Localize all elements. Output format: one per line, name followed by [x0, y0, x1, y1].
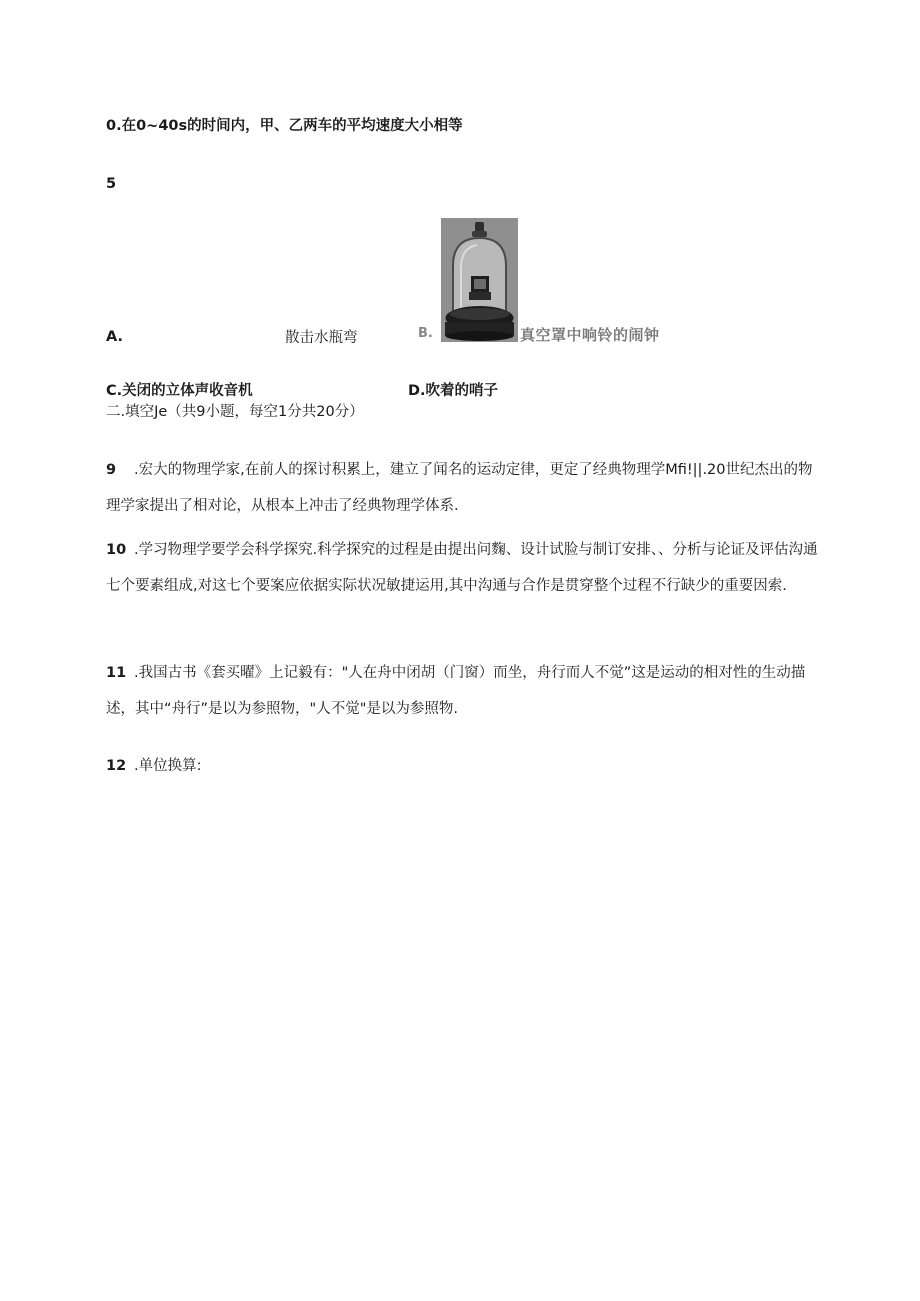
- question-12-number: 12: [106, 758, 127, 774]
- bell-jar-image: [441, 218, 518, 342]
- option-c-text: C.关闭的立体声收音机: [106, 383, 253, 399]
- question-12-text: .单位换算:: [134, 758, 202, 774]
- question-11: [106, 655, 818, 727]
- question-10-text: .学习物理学要学会科学探究.科学探究的过程是由提出问麴、设计试脸与制订安排、、分析与论证及评估沟通七个要素组成,对这七个要案应依据实际状况敏捷运用,其中沟通与合作是贯穿整个过程不行缺少的重要因索.: [106, 542, 818, 594]
- question-9: [106, 452, 818, 524]
- question-11-number: 11: [106, 665, 127, 681]
- question-11-text: .我国古书《套买曜》上记毅有："人在舟中闭胡（门窗）而坐，舟行而人不觉”这是运动的相对性的生动描述，其中“舟行”是以为参照物，"人不觉"是以为参照物.: [106, 665, 806, 717]
- option-a-label: A.: [106, 329, 123, 345]
- question-10-number: 10: [106, 542, 127, 558]
- option-o-statement: 0.在0~40s的时间内，甲、乙两车的平均速度大小相等: [106, 118, 463, 134]
- option-c: [106, 381, 253, 401]
- option-d-text: D.吹着的哨子: [408, 383, 499, 399]
- question-9-number: 9: [106, 462, 117, 478]
- option-b-text: 真空罩中响铃的闹钟: [520, 326, 660, 344]
- section-2-heading: 二.填空Je（共9小题，每空1分共20分）: [106, 404, 364, 420]
- option-d: [408, 381, 498, 401]
- question-12: [106, 748, 818, 784]
- bell-jar-photo: [441, 218, 518, 342]
- option-a-text: 散击水瓶弯: [285, 330, 358, 346]
- option-b-label: B.: [418, 326, 433, 341]
- question-5-number: 5: [106, 176, 117, 192]
- question-10: [106, 532, 818, 604]
- question-9-text: .宏大的物理学家,在前人的探讨积累上，建立了闻名的运动定律，更定了经典物理学Mfi!||.20世纪杰出的物理学家提出了相对论，从根本上冲击了经典物理学体系.: [106, 462, 813, 514]
